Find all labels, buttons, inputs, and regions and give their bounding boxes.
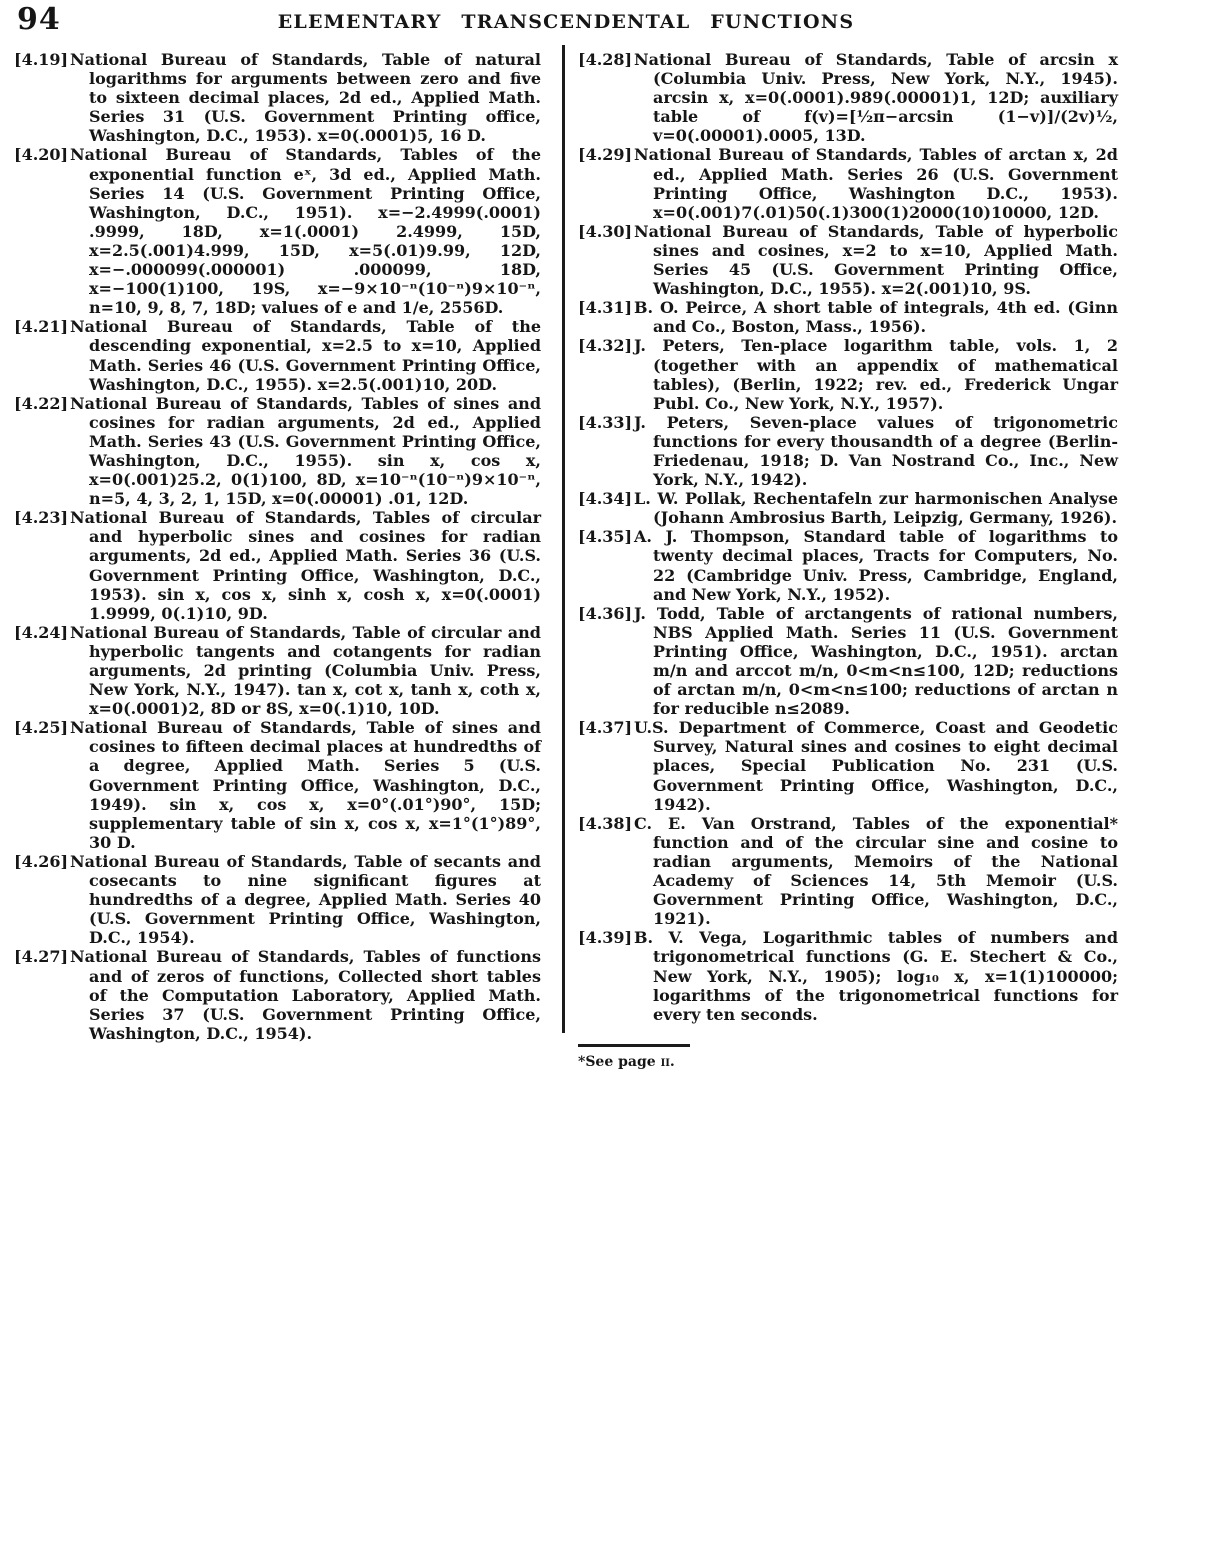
reference-entry (578, 489, 1118, 527)
reference-id: [4.37] (578, 718, 633, 738)
reference-id: [4.30] (578, 221, 633, 241)
reference-id: [4.36] (578, 603, 633, 623)
bibliography-left-column (14, 50, 541, 1043)
reference-id: [4.24] (14, 622, 69, 642)
reference-text: National Bureau of Standards, Tables of circular and hyperbolic sines and cosines for radian arguments, 2d ed., Applied Math. Series 36 (U.S. Government Printing Office, Washington, D.C., 1953). sin x, cos x, sinh x, cosh x, x=0(.0001) 1.9999, 0(.1)10, 9D. (70, 508, 541, 623)
reference-text: B. O. Peirce, A short table of integrals, 4th ed. (Ginn and Co., Boston, Mass., 1956). (634, 298, 1118, 337)
reference-text: B. V. Vega, Logarithmic tables of numbers and trigonometrical functions (G. E. Stechert & Co., New York, N.Y., 1905); log₁₀ x, x=1(1)100000; logarithms of the trigonometrical functions for every ten seconds. (634, 928, 1118, 1024)
reference-id: [4.25] (14, 718, 69, 738)
reference-id: [4.21] (14, 317, 69, 337)
reference-text: National Bureau of Standards, Table of sines and cosines to fifteen decimal places at hundredths of a degree, Applied Math. Series 5 (U.S. Government Printing Office, Washington, D.C., 1949). sin x, cos x, x=0°(.01°)90°, 15D; supplementary table of sin x, cos x, x=1°(1°)89°, 30 D. (70, 718, 541, 852)
reference-id: [4.35] (578, 527, 633, 547)
reference-id: [4.28] (578, 50, 633, 69)
reference-id: [4.23] (14, 508, 69, 528)
reference-entry (578, 336, 1118, 412)
footnote-text: *See page (578, 1053, 661, 1070)
reference-id: [4.26] (14, 851, 69, 871)
reference-id: [4.29] (578, 145, 633, 165)
reference-entry (578, 298, 1118, 336)
reference-text: J. Peters, Seven-place values of trigonometric functions for every thousandth of a degree (Berlin-Friedenau, 1918; D. Van Nostrand Co., Inc., New York, N.Y., 1942). (634, 412, 1118, 490)
reference-text: National Bureau of Standards, Tables of sines and cosines for radian arguments, 2d ed., Applied Math. Series 43 (U.S. Government Printing Office, Washington, D.C., 1955). sin x, cos x, x=0(.001)25.2, 0(1)100, 8D, x=10⁻ⁿ(10⁻ⁿ)9×10⁻ⁿ, n=5, 4, 3, 2, 1, 15D, x=0(.00001) .01, 12D. (70, 393, 541, 509)
reference-text: National Bureau of Standards, Table of natural logarithms for arguments between zero and five to sixteen decimal places, 2d ed., Applied Math. Series 31 (U.S. Government Printing office, Washington, D.C., 1953). x=0(.0001)5, 16 D. (70, 50, 541, 146)
reference-id: [4.22] (14, 393, 69, 413)
reference-text: U.S. Department of Commerce, Coast and Geodetic Survey, Natural sines and cosines to eight decimal places, Special Publication No. 231 (U.S. Government Printing Office, Washington, D.C., 1942). (634, 718, 1118, 814)
reference-entry (14, 50, 541, 145)
reference-entry (578, 145, 1118, 221)
footnote-rule (578, 1044, 690, 1047)
reference-text: National Bureau of Standards, Table of hyperbolic sines and cosines, x=2 to x=10, Applied Math. Series 45 (U.S. Government Printing Office, Washington, D.C., 1955). x=2(.001)10, 9S. (634, 221, 1118, 299)
reference-entry (578, 928, 1118, 1023)
reference-id: [4.38] (578, 813, 633, 833)
reference-text: National Bureau of Standards, Tables of arctan x, 2d ed., Applied Math. Series 26 (U.S. Government Printing Office, Washington D.C., 1953). x=0(.001)7(.01)50(.1)300(1)2000(10)10000, 12D. (634, 145, 1118, 222)
page-title: ELEMENTARY TRANSCENDENTAL FUNCTIONS (277, 11, 855, 33)
reference-entry (578, 50, 1118, 145)
bibliography-right-column (578, 50, 1118, 1024)
reference-text: National Bureau of Standards, Tables of functions and of zeros of functions, Collected short tables of the Computation Laboratory, Applied Math. Series 37 (U.S. Government Printing Office, Washington, D.C., 1954). (70, 947, 541, 1043)
reference-text: National Bureau of Standards, Table of the descending exponential, x=2.5 to x=10, Applied Math. Series 46 (U.S. Government Printing Office, Washington, D.C., 1955). x=2.5(.001)10, 20D. (70, 317, 541, 394)
reference-id: [4.31] (578, 298, 633, 318)
reference-entry (578, 222, 1118, 298)
reference-text: J. Peters, Ten-place logarithm table, vols. 1, 2 (together with an appendix of mathematical tables), (Berlin, 1922; rev. ed., Frederick Ungar Publ. Co., New York, N.Y., 1957). (634, 336, 1118, 413)
reference-text: A. J. Thompson, Standard table of logarithms to twenty decimal places, Tracts for Computers, No. 22 (Cambridge Univ. Press, Cambridge, England, and New York, N.Y., 1952). (634, 527, 1118, 604)
reference-entry (14, 623, 541, 718)
reference-entry (14, 718, 541, 852)
reference-entry (578, 718, 1118, 813)
reference-entry (14, 394, 541, 509)
reference-text: National Bureau of Standards, Table of circular and hyperbolic tangents and cotangents for radian arguments, 2d printing (Columbia Univ. Press, New York, N.Y., 1947). tan x, cot x, tanh x, coth x, x=0(.0001)2, 8D or 8S, x=0(.1)10, 10D. (70, 622, 541, 719)
reference-text: L. W. Pollak, Rechentafeln zur harmonischen Analyse (Johann Ambrosius Barth, Leipzig, Germany, 1926). (634, 489, 1118, 528)
reference-id: [4.20] (14, 145, 69, 165)
reference-entry (14, 852, 541, 947)
reference-entry (578, 814, 1118, 929)
reference-entry (14, 947, 541, 1042)
reference-entry (578, 413, 1118, 489)
reference-id: [4.34] (578, 489, 633, 509)
reference-id: [4.19] (14, 50, 69, 69)
reference-entry (14, 317, 541, 393)
reference-entry (14, 145, 541, 317)
page-number: 94 (17, 2, 61, 37)
reference-text: C. E. Van Orstrand, Tables of the exponential* function and of the circular sine and cosine to radian arguments, Memoirs of the National Academy of Sciences 14, 5th Memoir (U.S. Government Printing Office, Washington, D.C., 1921). (634, 813, 1118, 929)
reference-text: National Bureau of Standards, Table of secants and cosecants to nine significant figures at hundredths of a degree, Applied Math. Series 40 (U.S. Government Printing Office, Washington, D.C., 1954). (70, 851, 541, 948)
footnote (578, 1044, 878, 1070)
reference-id: [4.27] (14, 947, 69, 967)
reference-entry (14, 508, 541, 623)
reference-text: National Bureau of Standards, Table of arcsin x (Columbia Univ. Press, New York, N.Y., 1945). arcsin x, x=0(.0001).989(.00001)1, 12D; auxiliary table of f(v)=[½π−arcsin (1−v)]/(2v)½, v=0(.00001).0005, 13D. (634, 50, 1118, 146)
reference-text: National Bureau of Standards, Tables of the exponential function eˣ, 3d ed., Applied Math. Series 14 (U.S. Government Printing Office, Washington, D.C., 1951). x=−2.4999(.0001) .9999, 18D, x=1(.0001) 2.4999, 15D, x=2.5(.001)4.999, 15D, x=5(.01)9.99, 12D, x=−.000099(.000001) .000099, 18D, x=−100(1)100, 19S, x=−9×10⁻ⁿ(10⁻ⁿ)9×10⁻ⁿ, n=10, 9, 8, 7, 18D; values of e and 1/e, 2556D. (70, 145, 541, 318)
column-divider-rule (562, 45, 565, 1033)
reference-entry (578, 527, 1118, 603)
footnote-page-ref: ii. (660, 1053, 675, 1070)
reference-id: [4.32] (578, 336, 633, 356)
reference-entry (578, 604, 1118, 719)
reference-id: [4.33] (578, 412, 633, 432)
reference-text: J. Todd, Table of arctangents of rational numbers, NBS Applied Math. Series 11 (U.S. Government Printing Office, Washington, D.C., 1951). arctan m/n and arccot m/n, 0<m<n≤100, 12D; reductions of arctan m/n, 0<m<n≤100; reductions of arctan n for reducible n≤2089. (634, 603, 1118, 719)
reference-id: [4.39] (578, 928, 633, 948)
